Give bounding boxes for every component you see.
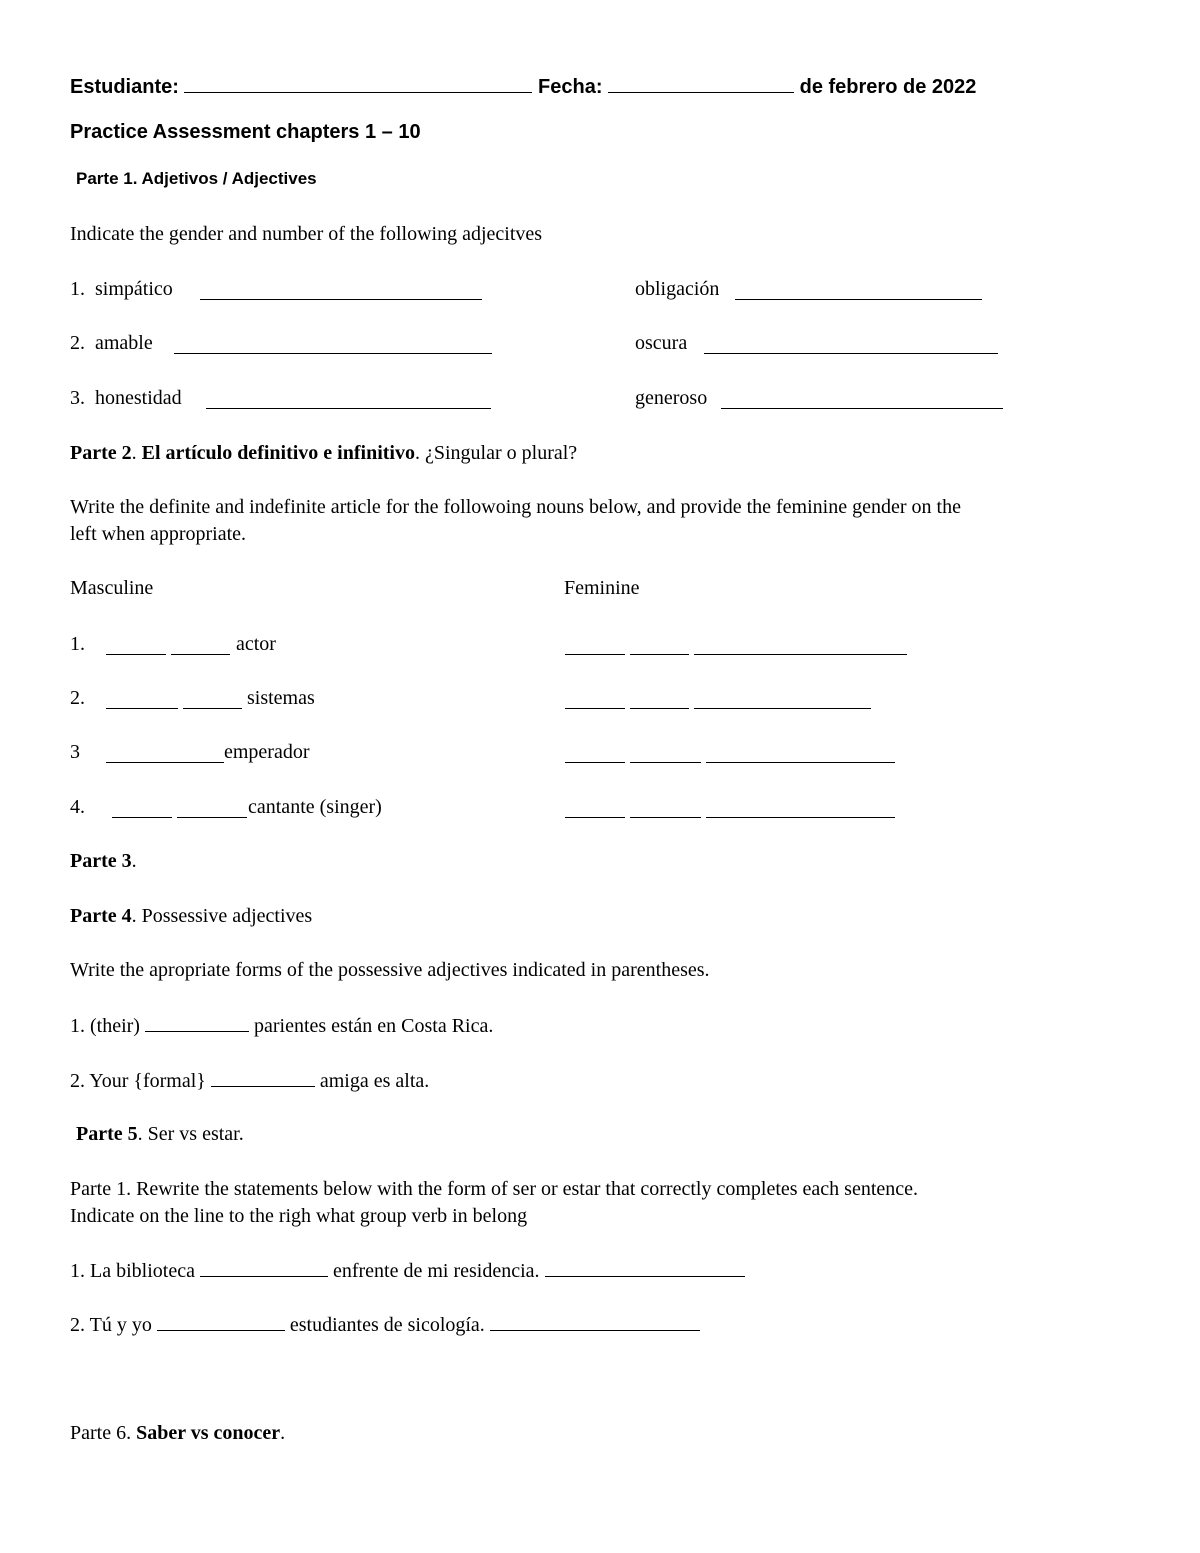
date-label: Fecha: (538, 76, 603, 98)
feminine-article-blank[interactable] (630, 654, 689, 655)
parte1-right-item: obligación (635, 278, 720, 300)
parte1-item (70, 277, 173, 301)
possessive-blank[interactable] (145, 1013, 249, 1032)
verb-blank[interactable] (200, 1258, 328, 1277)
parte6-heading (70, 1421, 285, 1445)
feminine-article-blank[interactable] (630, 762, 701, 763)
item-word: simpático (95, 278, 173, 300)
answer-blank[interactable] (174, 353, 492, 354)
answer-blank[interactable] (200, 299, 482, 300)
parte2-instruction-1: Write the definite and indefinite article for the followoing nouns below, and provide the feminine gender on the (70, 496, 961, 518)
parte2-item-word: actor (236, 633, 276, 655)
indefinite-article-blank[interactable] (183, 708, 242, 709)
parte1-item (70, 331, 153, 355)
parte5-instruction-1: Parte 1. Rewrite the statements below with the form of ser or estar that correctly completes each sentence. (70, 1178, 919, 1200)
feminine-article-blank[interactable] (630, 708, 689, 709)
feminine-article-blank[interactable] (565, 708, 625, 709)
parte5-heading-bold: Parte 5 (76, 1123, 138, 1145)
article-blank[interactable] (106, 762, 224, 763)
parte2-heading-bold2: El artículo definitivo e infinitivo (141, 442, 415, 464)
feminine-noun-blank[interactable] (694, 708, 871, 709)
feminine-article-blank[interactable] (565, 654, 625, 655)
parte2-heading-bold1: Parte 2 (70, 442, 132, 464)
parte5-heading (76, 1122, 244, 1146)
item-before: 1. La biblioteca (70, 1260, 195, 1282)
item-after: enfrente de mi residencia. (332, 1260, 540, 1282)
col-masculine: Masculine (70, 577, 154, 599)
feminine-noun-blank[interactable] (706, 762, 895, 763)
item-after: parientes están en Costa Rica. (253, 1015, 494, 1037)
feminine-noun-blank[interactable] (694, 654, 907, 655)
item-number: 2. (70, 332, 85, 354)
feminine-article-blank[interactable] (630, 817, 701, 818)
parte2-item-word: cantante (singer) (248, 796, 382, 818)
group-blank[interactable] (545, 1258, 745, 1277)
verb-blank[interactable] (157, 1312, 285, 1331)
parte2-instruction-2: left when appropriate. (70, 523, 247, 545)
item-before: 2. Your {formal} (70, 1070, 206, 1092)
answer-blank[interactable] (735, 299, 982, 300)
parte3-heading-bold: Parte 3 (70, 850, 132, 872)
parte4-item (70, 1068, 429, 1093)
definite-article-blank[interactable] (112, 817, 172, 818)
parte2-item-number: 1. (70, 633, 85, 655)
page-title: Practice Assessment chapters 1 – 10 (70, 121, 421, 143)
indefinite-article-blank[interactable] (171, 654, 230, 655)
parte5-item (70, 1258, 745, 1283)
parte1-right-item: generoso (635, 387, 708, 409)
date-blank[interactable] (608, 74, 794, 93)
parte4-instruction: Write the apropriate forms of the possessive adjectives indicated in parentheses. (70, 959, 710, 981)
parte4-item (70, 1013, 493, 1038)
parte2-item-number: 4. (70, 796, 85, 818)
parte1-heading: Parte 1. Adjetivos / Adjectives (76, 169, 317, 188)
parte2-heading (70, 441, 577, 465)
item-word: amable (95, 332, 153, 354)
feminine-noun-blank[interactable] (706, 817, 895, 818)
parte2-heading-sep: . (131, 442, 142, 464)
date-suffix: de febrero de 2022 (799, 76, 977, 98)
parte2-item-number: 3 (70, 741, 80, 763)
item-before: 2. Tú y yo (70, 1314, 152, 1336)
item-word: honestidad (95, 387, 182, 409)
parte2-item-word: sistemas (247, 687, 315, 709)
feminine-article-blank[interactable] (565, 762, 625, 763)
item-before: 1. (their) (70, 1015, 140, 1037)
parte2-heading-rest: . ¿Singular o plural? (414, 442, 578, 464)
item-after: estudiantes de sicología. (289, 1314, 485, 1336)
group-blank[interactable] (490, 1312, 700, 1331)
parte1-instruction: Indicate the gender and number of the following adjecitves (70, 223, 543, 245)
parte4-heading (70, 904, 312, 928)
parte5-instruction-2: Indicate on the line to the righ what group verb in belong (70, 1205, 528, 1227)
possessive-blank[interactable] (211, 1068, 315, 1087)
header-line (70, 74, 976, 99)
item-after: amiga es alta. (319, 1070, 430, 1092)
parte6-heading-rest: . (280, 1422, 286, 1444)
student-label: Estudiante: (70, 76, 179, 98)
answer-blank[interactable] (206, 408, 491, 409)
parte2-item-word: emperador (224, 741, 310, 763)
indefinite-article-blank[interactable] (177, 817, 247, 818)
answer-blank[interactable] (704, 353, 998, 354)
col-feminine: Feminine (564, 577, 640, 599)
item-number: 3. (70, 387, 85, 409)
parte6-heading-bold: Saber vs conocer (136, 1422, 281, 1444)
item-number: 1. (70, 278, 85, 300)
student-name-blank[interactable] (184, 74, 532, 93)
parte5-heading-rest: . Ser vs estar. (137, 1123, 244, 1145)
answer-blank[interactable] (721, 408, 1003, 409)
parte1-right-item: oscura (635, 332, 688, 354)
parte6-heading-prefix: Parte 6. (70, 1422, 137, 1444)
parte3-heading-rest: . (131, 850, 137, 872)
parte2-item-number: 2. (70, 687, 85, 709)
parte5-item (70, 1312, 700, 1337)
definite-article-blank[interactable] (106, 708, 178, 709)
feminine-article-blank[interactable] (565, 817, 625, 818)
definite-article-blank[interactable] (106, 654, 166, 655)
parte4-heading-bold: Parte 4 (70, 905, 132, 927)
parte4-heading-rest: . Possessive adjectives (131, 905, 313, 927)
parte1-item (70, 386, 182, 410)
parte3-heading (70, 849, 137, 873)
